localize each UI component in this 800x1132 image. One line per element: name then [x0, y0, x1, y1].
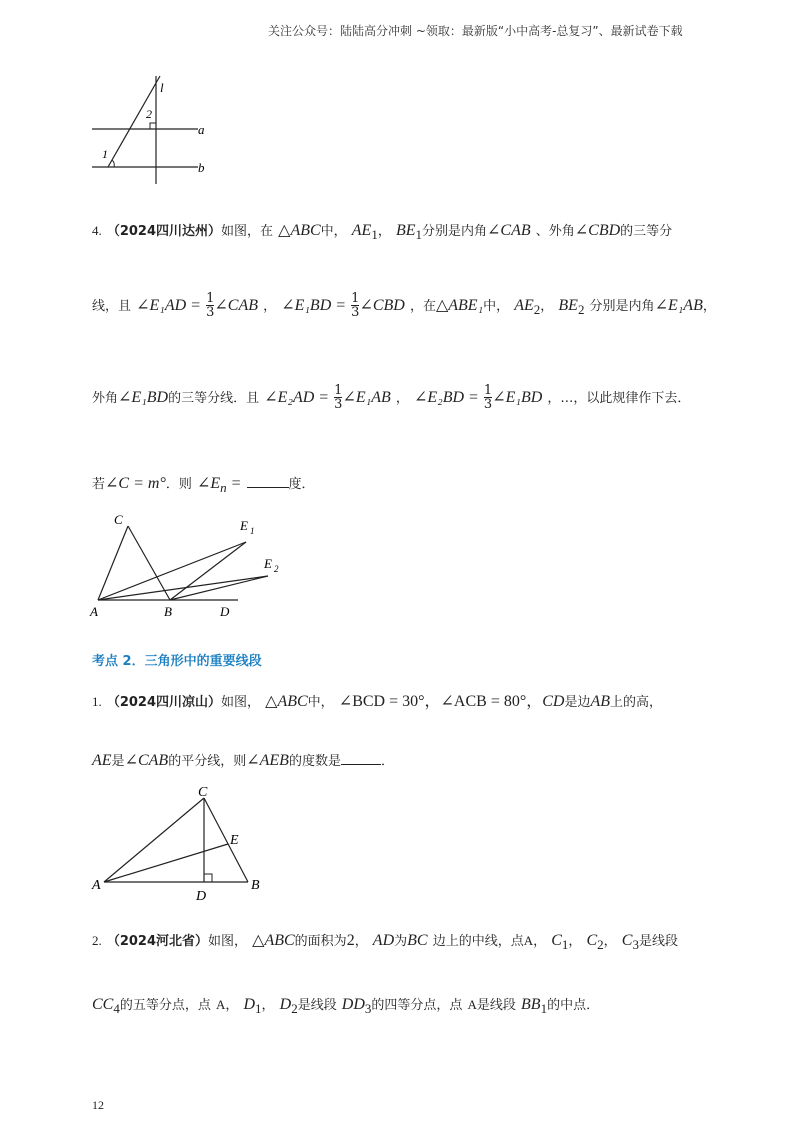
- math-ae1: AE: [351, 222, 372, 239]
- q2-line-1: [92, 930, 678, 953]
- text: ，: [263, 299, 277, 314]
- text: ，: [533, 934, 547, 949]
- segment-cb: [204, 798, 248, 882]
- math-dd3: DD: [341, 996, 365, 1013]
- q4-line-1: [92, 220, 672, 243]
- math-be1: BE: [395, 222, 416, 239]
- text: ，: [354, 934, 368, 949]
- math-angle-e1bd: ∠E₁BD =: [281, 297, 347, 314]
- text: ，: [261, 998, 275, 1013]
- math-angle-c-m: ∠C = m°: [105, 475, 166, 492]
- page-header: 关注公众号：陆陆高分冲刺 ~领取：最新版“小中高考-总复习”、最新试卷下载: [268, 24, 683, 38]
- q4-line-2: [92, 292, 716, 319]
- math-angle-e2bd: ∠E₂BD =: [413, 389, 479, 406]
- parallel-lines-figure: [90, 74, 220, 189]
- subscript: 1: [415, 227, 422, 243]
- denominator: 3: [334, 397, 343, 412]
- q1-triangle-figure: [88, 786, 268, 904]
- text: 的度数是: [288, 754, 341, 769]
- text: 、外角: [535, 224, 575, 239]
- subscript: 1: [540, 1001, 548, 1017]
- text: 中，: [320, 224, 347, 239]
- subscript: 2: [291, 1001, 298, 1017]
- math-angle-e2ad: ∠E₂AD =: [264, 389, 330, 406]
- text: 上的高，: [610, 695, 663, 710]
- subscript: 2: [597, 937, 604, 953]
- math-ae2: AE: [514, 297, 534, 314]
- label-e1-sub: 1: [250, 526, 255, 536]
- subscript: n: [220, 480, 227, 496]
- math-point-a: A: [467, 997, 477, 1012]
- q2-source: （2024河北省）: [106, 934, 209, 949]
- subscript: 3: [632, 937, 639, 953]
- math-c1: C: [551, 932, 562, 949]
- denominator: 3: [483, 397, 493, 412]
- subscript: 3: [364, 1001, 372, 1017]
- math-bb1: BB: [521, 996, 541, 1013]
- math-angle-values: ∠BCD = 30°，∠ACB = 80°，: [338, 693, 543, 710]
- math-angle-e1bd: ∠E₁BD: [118, 389, 169, 406]
- text: ，: [225, 998, 239, 1013]
- angle-1-arc: [112, 160, 114, 167]
- label-b: B: [251, 878, 260, 893]
- text: 的五等分点，点: [119, 998, 211, 1013]
- math-point-a: A: [215, 997, 226, 1012]
- text: 若: [92, 477, 106, 492]
- segment-ae1: [98, 542, 246, 600]
- q1-line-2: [92, 750, 394, 770]
- math-ad: AD: [372, 932, 395, 949]
- q1-number: 1.: [92, 694, 102, 709]
- text: 中，: [483, 299, 510, 314]
- equals: =: [226, 475, 242, 492]
- math-angle-cab: ∠CAB: [124, 752, 169, 769]
- q4-line-3: [92, 384, 690, 411]
- math-d1: D: [243, 996, 256, 1013]
- text: ，: [395, 391, 409, 406]
- label-e2: E: [264, 556, 272, 571]
- label-d: D: [220, 604, 230, 619]
- text: 外角: [92, 391, 119, 406]
- q2-number: 2.: [92, 933, 102, 948]
- math-triangle-abc: △ABC: [278, 222, 321, 239]
- label-b: B: [164, 604, 172, 619]
- text: ，: [603, 934, 617, 949]
- math-point-a: A: [523, 933, 534, 948]
- subscript: 1: [255, 1001, 262, 1017]
- math-c3: C: [621, 932, 633, 949]
- answer-blank[interactable]: [341, 764, 381, 765]
- math-angle-e1ab: ∠E₁AB: [342, 389, 391, 406]
- math-angle-cbd: ∠CBD: [574, 222, 621, 239]
- subscript: 2: [533, 302, 541, 318]
- right-angle-mark: [204, 874, 212, 882]
- q4-triangle-figure: [88, 512, 288, 624]
- denominator: 3: [351, 305, 360, 320]
- label-a: A: [92, 878, 101, 893]
- label-e1: E: [240, 518, 248, 533]
- subscript: 1: [371, 227, 378, 243]
- text: 的四等分点，点: [371, 998, 463, 1013]
- text: 是线段: [297, 998, 337, 1013]
- numerator: 1: [483, 383, 493, 398]
- label-c: C: [114, 512, 123, 527]
- section-title: 考点 2．三角形中的重要线段: [92, 654, 262, 669]
- text: 是线段: [638, 934, 678, 949]
- numerator: 1: [206, 291, 215, 306]
- label-c: C: [198, 786, 208, 800]
- math-angle-aeb: ∠AEB: [246, 752, 289, 769]
- math-be2: BE: [558, 297, 578, 314]
- math-cc4: CC: [92, 996, 114, 1013]
- q4-number: 4.: [92, 223, 102, 238]
- text: ，: [377, 224, 391, 239]
- math-angle-cab: ∠CAB: [487, 222, 531, 239]
- q4-line-4: [92, 473, 315, 496]
- math-cd: CD: [542, 693, 565, 710]
- text: 边上的中线，点: [432, 934, 524, 949]
- text: 中，: [307, 695, 334, 710]
- subscript: 4: [113, 1001, 120, 1017]
- text: ，: [540, 299, 554, 314]
- math-triangle-abc: △ABC: [252, 932, 295, 949]
- text: 如图，在: [221, 224, 274, 239]
- text: ，在: [409, 299, 436, 314]
- fraction-one-third: [484, 384, 492, 411]
- text: 的三等分线．且: [168, 391, 260, 406]
- q2-line-2: [92, 994, 599, 1017]
- text: 的三等分: [620, 224, 673, 239]
- math-angle-e1ad: ∠E₁AD =: [136, 297, 201, 314]
- text: 分别是内角: [421, 224, 487, 239]
- subscript: 2: [577, 302, 585, 318]
- text: 线，且: [92, 299, 132, 314]
- text: ，: [702, 299, 716, 314]
- q4-source: （2024四川达州）: [106, 224, 222, 239]
- label-angle-2: 2: [146, 107, 152, 121]
- text: ．则: [165, 477, 192, 492]
- math-angle-en: ∠E: [196, 475, 221, 492]
- math-area: 2: [346, 932, 355, 949]
- math-angle-cbd: ∠CBD: [359, 297, 405, 314]
- label-b: b: [198, 160, 205, 175]
- text: 为: [394, 934, 408, 949]
- text: 的面积为: [294, 934, 347, 949]
- math-triangle-abc: △ABC: [265, 693, 308, 710]
- text: ，: [568, 934, 582, 949]
- text: 的平分线，则: [168, 754, 247, 769]
- text: 度．: [288, 477, 315, 492]
- math-angle-cab: ∠CAB: [214, 297, 258, 314]
- label-e: E: [230, 833, 239, 848]
- text: 分别是内角: [589, 299, 655, 314]
- denominator: 3: [206, 305, 215, 320]
- q1-source: （2024四川凉山）: [106, 695, 222, 710]
- text: 的中点．: [547, 998, 600, 1013]
- label-d: D: [196, 889, 207, 904]
- text: 是线段: [476, 998, 516, 1013]
- line-l: [108, 76, 160, 167]
- label-a: a: [198, 122, 205, 137]
- text: 如图，: [208, 934, 248, 949]
- label-e2-sub: 2: [274, 564, 279, 574]
- text: 是边: [564, 695, 591, 710]
- math-d2: D: [279, 996, 292, 1013]
- page-number: 12: [92, 1098, 104, 1112]
- math-ab: AB: [590, 693, 611, 710]
- subscript: 1: [561, 937, 569, 953]
- answer-blank[interactable]: [247, 487, 289, 488]
- math-c2: C: [586, 932, 598, 949]
- segment-ae: [104, 844, 228, 882]
- text: 是: [111, 754, 125, 769]
- segment-cb: [128, 526, 170, 600]
- q1-line-1: [92, 688, 662, 711]
- math-ae: AE: [92, 752, 112, 769]
- math-triangle-abe1: △ABE₁: [435, 297, 484, 314]
- label-angle-1: 1: [102, 147, 108, 161]
- math-bc: BC: [407, 932, 428, 949]
- segment-ac: [104, 798, 204, 882]
- text: 如图，: [221, 695, 261, 710]
- label-l: l: [160, 80, 164, 95]
- numerator: 1: [334, 383, 343, 398]
- math-angle-e1bd: ∠E₁BD: [492, 389, 543, 406]
- numerator: 1: [351, 291, 360, 306]
- right-angle-mark: [150, 123, 156, 129]
- label-a: A: [90, 604, 98, 619]
- segment-ac: [98, 526, 128, 600]
- math-angle-e1ab: ∠E₁AB: [654, 297, 703, 314]
- text: ，…，以此规律作下去．: [547, 391, 691, 406]
- text: ．: [380, 754, 394, 769]
